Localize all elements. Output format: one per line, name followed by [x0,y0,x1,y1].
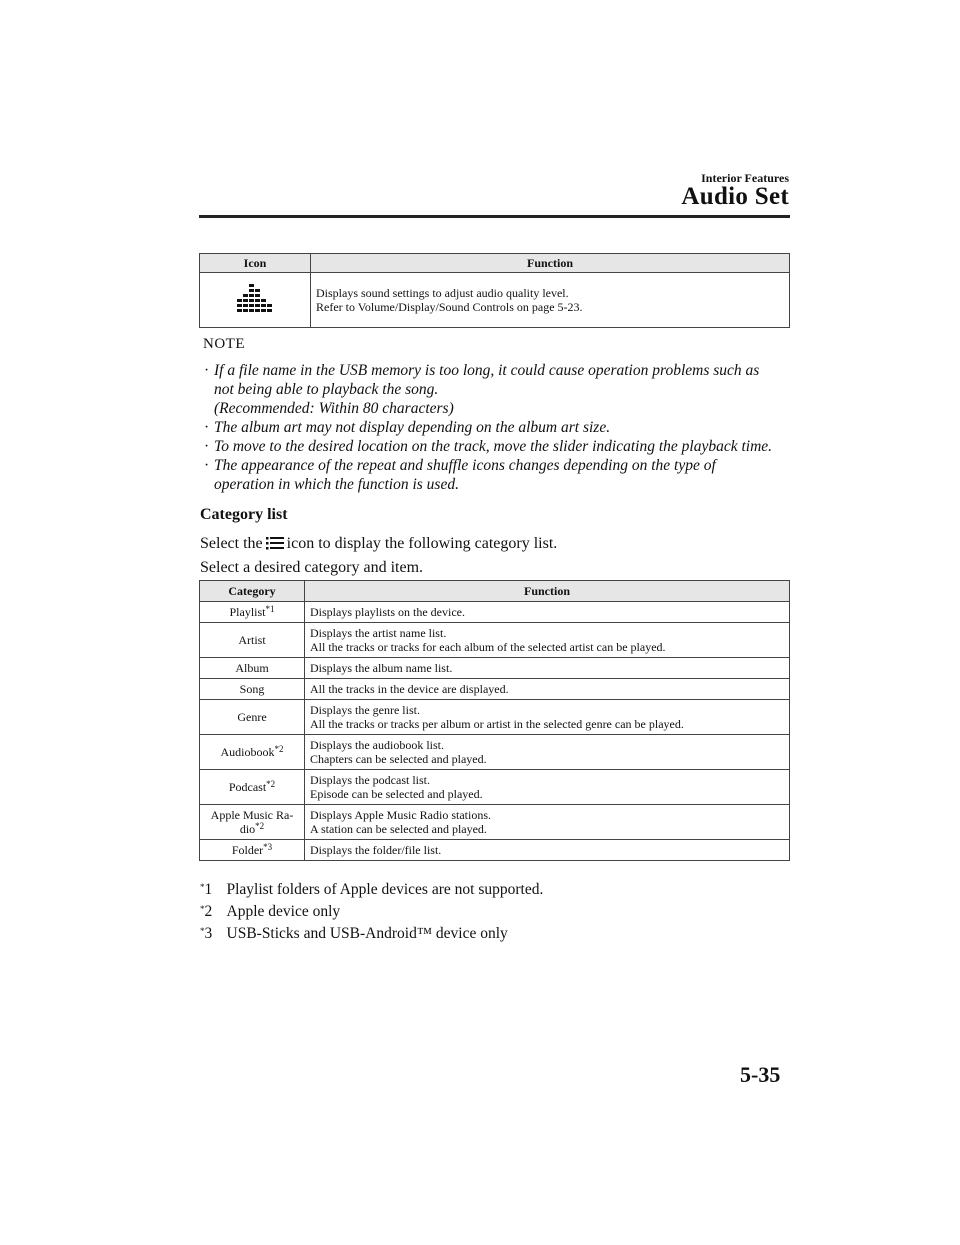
footnote: *2 Apple device only [200,903,341,920]
table-row: Folder$^{*3}$ Displays the folder/file list. [200,840,790,861]
note-heading: NOTE [203,336,245,352]
category-intro: Select the icon to display the following category list. Select a desired category and item. [200,535,558,576]
note-bullets [203,361,793,494]
table-header-icon: Icon [200,254,311,273]
equalizer-icon [235,283,275,315]
table-row: Artist Displays the artist name list. All the tracks or tracks for each album of the selected artist can be played. [200,623,790,658]
table-row: Audiobook$^{*2}$ Displays the audiobook list. Chapters can be selected and played. [200,735,790,770]
table-header-category: Category [200,581,305,602]
table-header-function: Function [311,254,790,273]
header-divider [199,215,790,218]
table-row: Podcast$^{*2}$ Displays the podcast list. Episode can be selected and played. [200,770,790,805]
page-number: 5-35 [740,1062,781,1087]
table-row [200,273,790,328]
note-bullet: · The appearance of the repeat and shuffle icons changes depending on the type of operation in which the function is used. [204,457,716,493]
footnote: *3 USB-Sticks and USB-Android™ device only [200,925,508,942]
note-bullet: · If a file name in the USB memory is too long, it could cause operation problems such as not being able to playback the song. (Recommended: Within 80 characters) [204,362,760,417]
table-row: Genre Displays the genre list. All the tracks or tracks per album or artist in the selected genre can be played. [200,700,790,735]
note-bullet: · To move to the desired location on the track, move the slider indicating the playback time. [204,438,773,455]
page-title: Audio Set [681,183,789,210]
category-table [199,580,790,861]
table-row: Playlist$^{*1}$ Displays playlists on the device. [200,602,790,623]
table-row: Album Displays the album name list. [200,658,790,679]
list-icon [266,535,284,557]
icon-function-table [199,253,790,328]
category-heading: Category list [200,506,288,523]
footnote: *1 Playlist folders of Apple devices are not supported. [200,881,544,898]
section-title: Interior Features [701,171,789,185]
table-row: Apple Music Ra- dio$^{*2}$ Displays Apple Music Radio stations. A station can be selected and played. [200,805,790,840]
note-bullet: · The album art may not display depending on the album art size. [204,419,611,436]
table-header-function: Function [305,581,790,602]
table-row: Song All the tracks in the device are displayed. [200,679,790,700]
function-cell: Displays sound settings to adjust audio quality level. Refer to Volume/Display/Sound Controls on page 5-23. [311,273,790,328]
